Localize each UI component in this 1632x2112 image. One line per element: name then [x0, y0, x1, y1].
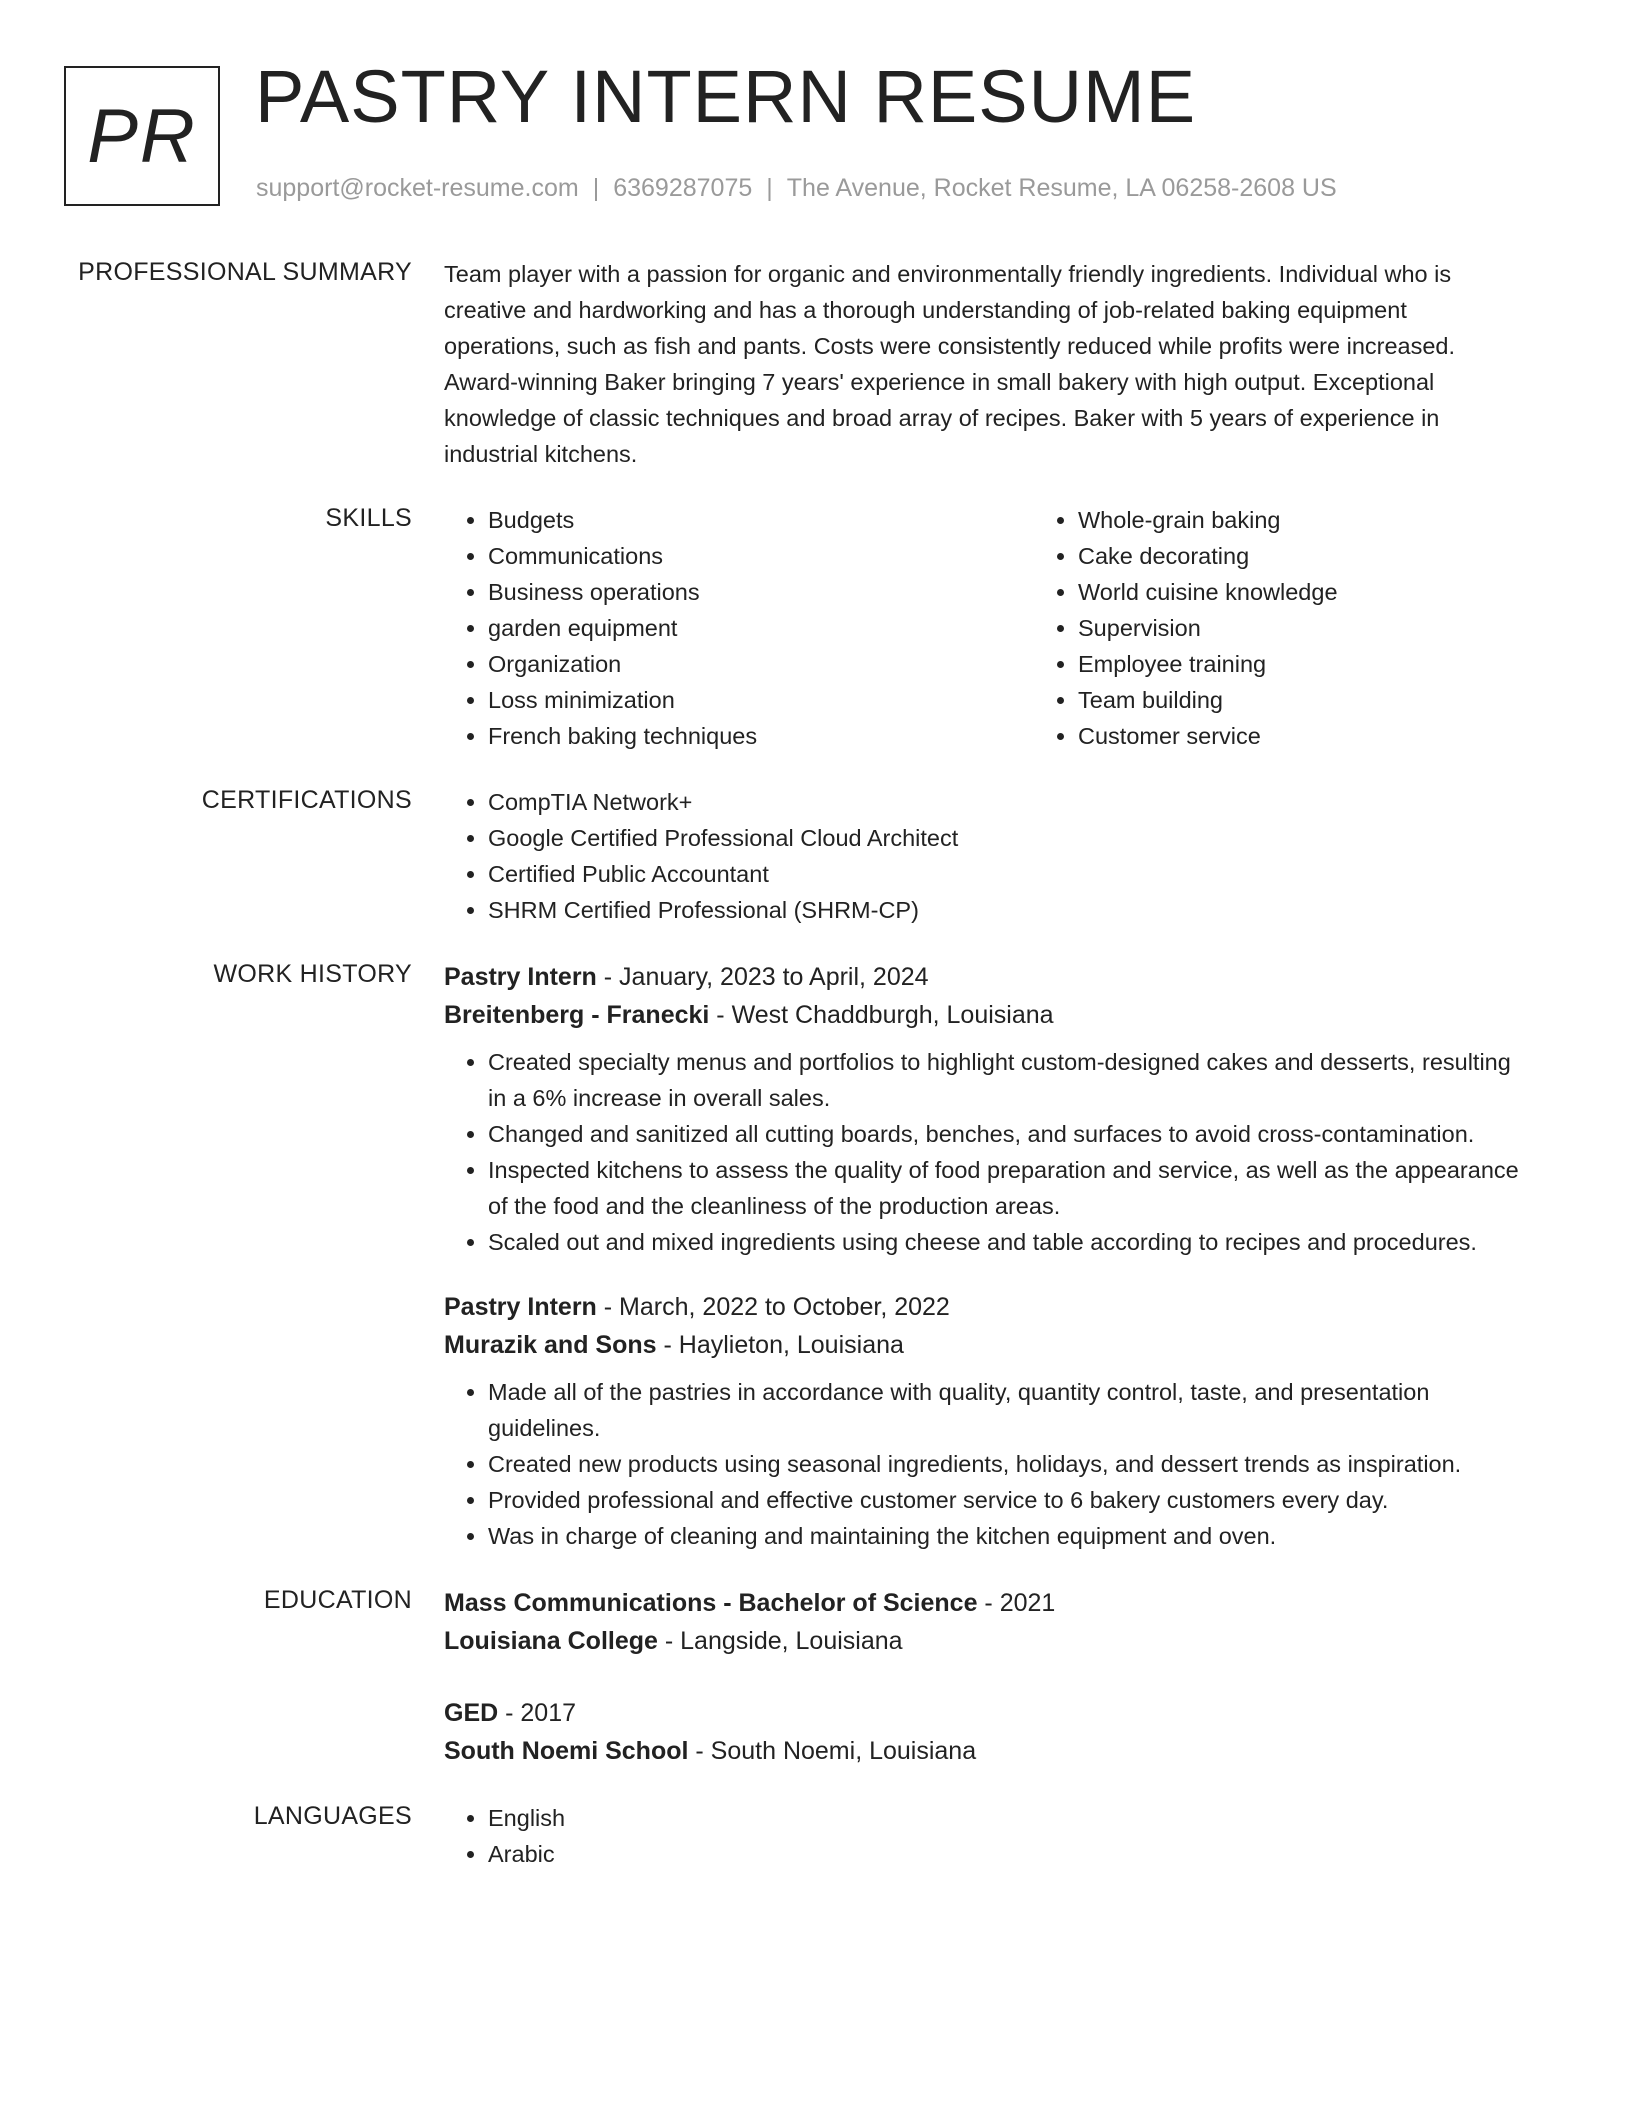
section-label-summary: PROFESSIONAL SUMMARY [78, 258, 412, 286]
skill-item: • Customer service [1078, 718, 1624, 754]
language-item: • Arabic [488, 1836, 1524, 1872]
skill-item: • Communications [488, 538, 1034, 574]
skill-item: • Organization [488, 646, 1034, 682]
job-title: Pastry Intern [444, 963, 597, 991]
job-duty: • Scaled out and mixed ingredients using cheese and table according to recipes and procedures. [488, 1224, 1524, 1260]
contact-separator: | [592, 174, 600, 202]
monogram-box [64, 66, 220, 206]
section-label-work: WORK HISTORY [213, 960, 412, 988]
education-school-line [444, 1622, 1524, 1660]
summary-text: Team player with a passion for organic and environmentally friendly ingredients. Individual who is creative and hardworking and has a thorough understanding of job-related baking equipment operations, such as fish and pants. Costs were consistently reduced while profits were increased. Award-winning Baker bringing 7 years' experience in small bakery with high output. Exceptional knowledge of classic techniques and broad array of recipes. Baker with 5 years of experience in industrial kitchens. [444, 261, 1456, 467]
job-dates: - January, 2023 to April, 2024 [596, 963, 929, 991]
job-duty: • Changed and sanitized all cutting boards, benches, and surfaces to avoid cross-contamination. [488, 1116, 1524, 1152]
work-history-section [0, 958, 1632, 1554]
job-entry [444, 958, 1524, 1260]
job-company-line [444, 996, 1524, 1034]
education-degree-line [444, 1694, 1524, 1732]
certification-item: • SHRM Certified Professional (SHRM-CP) [488, 892, 1524, 928]
contact-phone[interactable]: 6369287075 [613, 174, 753, 202]
skill-item: • Whole-grain baking [1078, 502, 1624, 538]
skill-item: • World cuisine knowledge [1078, 574, 1624, 610]
education-entry [444, 1584, 1524, 1660]
education-degree: Mass Communications - Bachelor of Science [444, 1589, 978, 1617]
education-degree-line [444, 1584, 1524, 1622]
skill-item: • Budgets [488, 502, 1034, 538]
certification-item: • CompTIA Network+ [488, 784, 1524, 820]
languages-section [0, 1800, 1632, 1872]
skills-list-right [1034, 502, 1624, 754]
section-label-certifications: CERTIFICATIONS [201, 786, 412, 814]
education-section [0, 1584, 1632, 1770]
job-duties-list [444, 1044, 1524, 1260]
job-duties-list [444, 1374, 1524, 1554]
skill-item: • garden equipment [488, 610, 1034, 646]
skill-item: • Team building [1078, 682, 1624, 718]
skill-item: • Supervision [1078, 610, 1624, 646]
job-title-line [444, 958, 1524, 996]
certifications-list [444, 784, 1524, 928]
job-title-line [444, 1288, 1524, 1326]
job-dates: - March, 2022 to October, 2022 [596, 1293, 950, 1321]
job-location: - West Chaddburgh, Louisiana [709, 1001, 1054, 1029]
job-location: - Haylieton, Louisiana [656, 1331, 904, 1359]
language-item: • English [488, 1800, 1524, 1836]
job-duty: • Inspected kitchens to assess the quality of food preparation and service, as well as the appearance of the food and the cleanliness of the production areas. [488, 1152, 1524, 1224]
education-location: - Langside, Louisiana [657, 1627, 903, 1655]
section-label-languages: LANGUAGES [253, 1802, 412, 1830]
skill-item: • Loss minimization [488, 682, 1034, 718]
languages-list [444, 1800, 1524, 1872]
contact-email[interactable]: support@rocket-resume.com [256, 174, 579, 202]
job-duty: • Created new products using seasonal ingredients, holidays, and dessert trends as inspiration. [488, 1446, 1524, 1482]
skill-item: • Employee training [1078, 646, 1624, 682]
certification-item: • Google Certified Professional Cloud Architect [488, 820, 1524, 856]
job-duty: • Made all of the pastries in accordance with quality, quantity control, taste, and presentation guidelines. [488, 1374, 1524, 1446]
certification-item: • Certified Public Accountant [488, 856, 1524, 892]
job-duty: • Created specialty menus and portfolios to highlight custom-designed cakes and desserts, resulting in a 6% increase in overall sales. [488, 1044, 1524, 1116]
job-title: Pastry Intern [444, 1293, 597, 1321]
job-company: Murazik and Sons [444, 1331, 657, 1359]
skill-item: • French baking techniques [488, 718, 1034, 754]
education-school: Louisiana College [444, 1627, 658, 1655]
education-year: - 2017 [498, 1699, 577, 1727]
skill-item: • Cake decorating [1078, 538, 1624, 574]
job-entry [444, 1288, 1524, 1554]
education-entry [444, 1694, 1524, 1770]
monogram-initials: PR [87, 93, 197, 179]
contact-address: The Avenue, Rocket Resume, LA 06258-2608 US [786, 174, 1337, 202]
contact-separator: | [766, 174, 773, 202]
skills-list-left [444, 502, 1034, 754]
section-label-skills: SKILLS [325, 504, 412, 532]
summary-section [0, 256, 1632, 472]
resume-content [0, 256, 1632, 1902]
section-label-education: EDUCATION [263, 1586, 412, 1614]
skill-item: • Business operations [488, 574, 1034, 610]
certifications-section [0, 784, 1632, 928]
job-company: Breitenberg - Franecki [444, 1001, 710, 1029]
job-duty: • Provided professional and effective customer service to 6 bakery customers every day. [488, 1482, 1524, 1518]
education-location: - South Noemi, Louisiana [688, 1737, 977, 1765]
education-school: South Noemi School [444, 1737, 689, 1765]
resume-title: PASTRY INTERN RESUME [255, 55, 1197, 138]
education-degree: GED [444, 1699, 499, 1727]
skills-section [0, 502, 1632, 754]
contact-line [256, 174, 1337, 203]
education-school-line [444, 1732, 1524, 1770]
job-duty: • Was in charge of cleaning and maintaining the kitchen equipment and oven. [488, 1518, 1524, 1554]
job-company-line [444, 1326, 1524, 1364]
education-year: - 2021 [977, 1589, 1056, 1617]
